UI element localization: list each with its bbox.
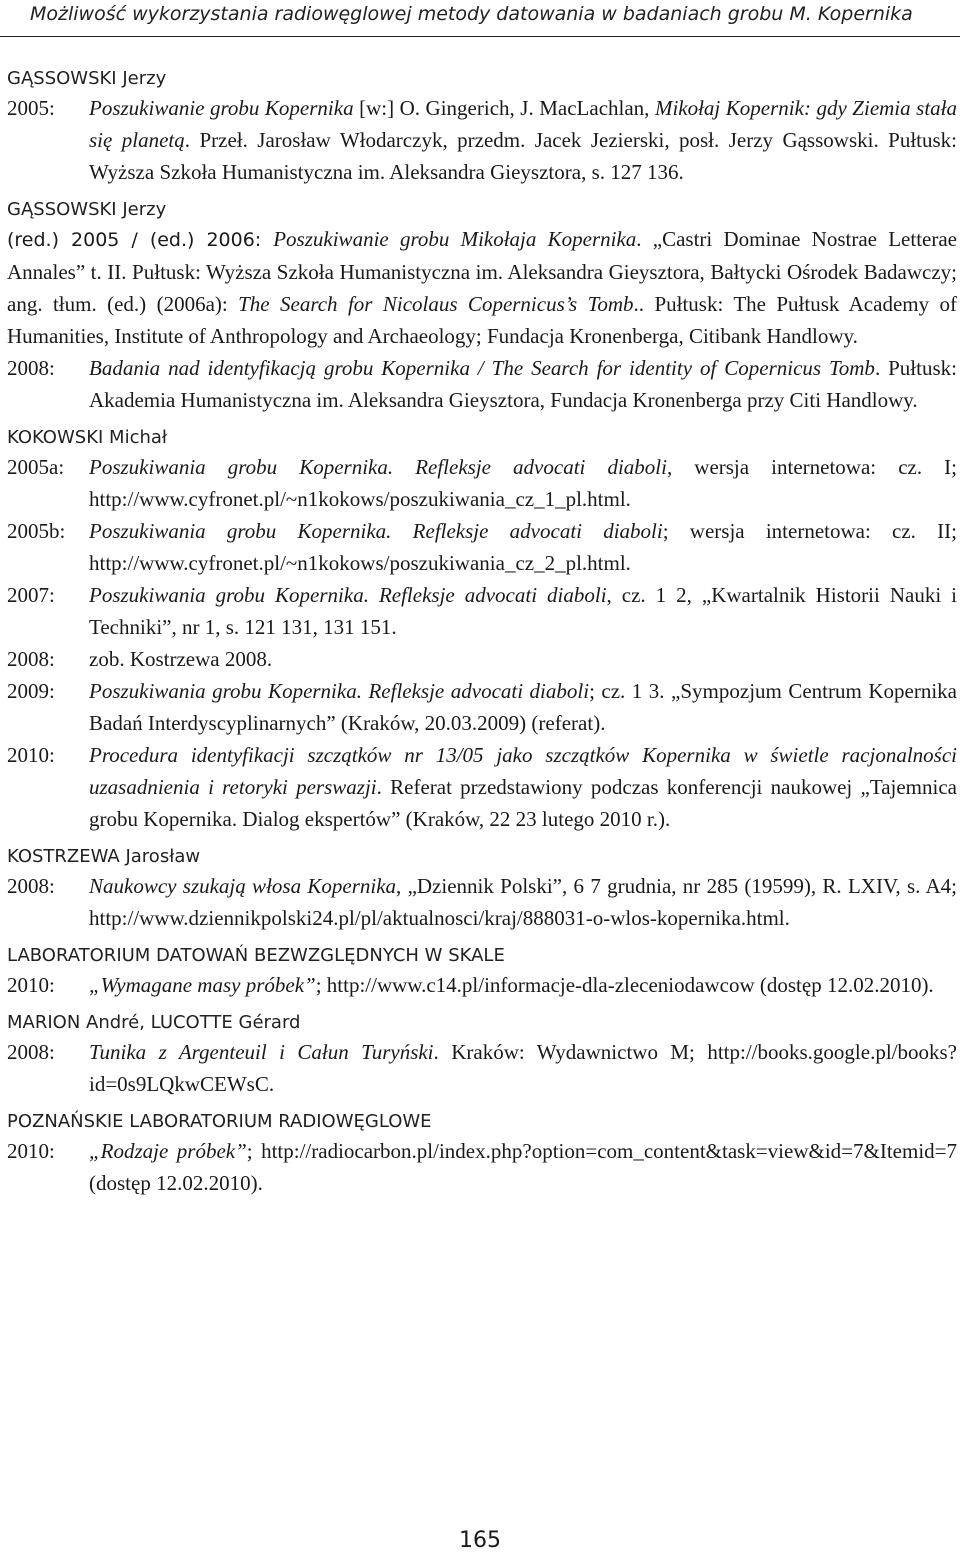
entry-title: Procedura identyfikacji szczątków nr 13/05 jako szczątków Kopernika w świetle racjonalności uzasadnienia i retoryki perswazji: [89, 743, 957, 799]
bibliography-section: [7, 66, 957, 188]
bibliography-entry: [7, 739, 957, 835]
entry-year: 2007:: [7, 583, 55, 607]
author-heading: KOKOWSKI Michał: [7, 427, 168, 448]
bibliography-entry: [7, 451, 957, 515]
author-heading: GĄSSOWSKI Jerzy: [7, 68, 167, 89]
entry-title: Poszukiwania grobu Kopernika. Refleksje advocati diaboli: [89, 519, 663, 543]
entry-body: ; wersja internetowa: cz. II; http://www.cyfronet.pl/~n1kokows/poszukiwania_cz_2_pl.html.: [89, 519, 957, 575]
entry-year: 2010:: [7, 1139, 55, 1163]
bibliography-section: [7, 1010, 957, 1100]
entry-title: Poszukiwania grobu Kopernika. Refleksje advocati diaboli: [89, 679, 590, 703]
entry-title: Poszukiwanie grobu Kopernika: [89, 96, 354, 120]
entry-year: 2010:: [7, 973, 55, 997]
entry-year: 2010:: [7, 743, 55, 767]
entry-body: ; http://radiocarbon.pl/index.php?option=com_content&task=view&id=7&Itemid=7 (dostęp 12.02.2010).: [89, 1139, 958, 1195]
entry-title: Naukowcy szukają włosa Kopernika: [89, 874, 397, 898]
author-heading: GĄSSOWSKI Jerzy: [7, 199, 167, 220]
bibliography-entry: [7, 643, 957, 675]
entry-text: [89, 92, 957, 188]
page-number: 165: [459, 1528, 501, 1553]
entry-body-2: .. Pułtusk: The Pułtusk Academy of Humanities, Institute of Anthropology and Archaeology; Fundacja Kronenberga, Citibank Handlowy.: [7, 292, 957, 348]
entry-body: . Kraków: Wydawnictwo M; http://books.google.pl/books?id=0s9LQkwCEWsC.: [89, 1040, 957, 1096]
author-heading: KOSTRZEWA Jarosław: [7, 846, 201, 867]
entry-title: Poszukiwania grobu Kopernika. Refleksje advocati diaboli: [89, 455, 667, 479]
entry-body: . „Castri Dominae Nostrae Letterae Annales” t. II. Pułtusk: Wyższa Szkoła Humanistyczna im. Aleksandra Gieysztora, Bałtycki Ośrodek Badawczy; ang. tłum. (ed.) (2006a):: [7, 227, 957, 316]
entry-body: [w:] O. Gingerich, J. MacLachlan,: [353, 96, 655, 120]
running-header-title: Możliwość wykorzystania radiowęglowej metody datowania w badaniach grobu M. Kopernika: [30, 3, 913, 25]
entry-year: 2008:: [7, 356, 55, 380]
entry-text: [89, 451, 957, 515]
bibliography-section: [7, 943, 957, 1001]
bibliography-entry: [7, 870, 957, 934]
entry-text: [89, 579, 957, 643]
entry-text: [89, 352, 957, 416]
entry-body: . Pułtusk: Akademia Humanistyczna im. Aleksandra Gieysztora, Fundacja Kronenberga przy Citi Handlowy.: [89, 356, 957, 412]
entry-year: 2005b:: [7, 519, 66, 543]
entry-body: ; http://www.c14.pl/informacje-dla-zleceniodawcow (dostęp 12.02.2010).: [315, 973, 934, 997]
entry-body-2: . Przeł. Jarosław Włodarczyk, przedm. Jacek Jezierski, posł. Jerzy Gąssowski. Pułtusk: Wyższa Szkoła Humanistyczna im. Aleksandra Gieysztora, s. 127 136.: [89, 128, 957, 184]
entry-body: ; cz. 1 3. „Sympozjum Centrum Kopernika Badań Interdyscyplinarnych” (Kraków, 20.03.2009) (referat).: [89, 679, 957, 735]
bibliography-section: [7, 197, 957, 416]
entry-year: 2008:: [7, 647, 55, 671]
entry-title: „Rodzaje próbek”: [89, 1139, 247, 1163]
entry-year: 2009:: [7, 679, 55, 703]
entry-body: , „Dziennik Polski”, 6 7 grudnia, nr 285 (19599), R. LXIV, s. A4; http://www.dziennikpolski24.pl/pl/aktualnosci/kraj/888031-o-wlos-kopernika.html.: [89, 874, 958, 930]
bibliography-section: [7, 1109, 957, 1199]
author-heading: LABORATORIUM DATOWAŃ BEZWZGLĘDNYCH W SKALE: [7, 945, 505, 966]
entry-lead: (red.) 2005 / (ed.) 2006:: [7, 229, 274, 251]
bibliography-entry: [7, 1135, 957, 1199]
entry-text: [89, 739, 957, 835]
entry-title-2: The Search for Nicolaus Copernicus’s Tomb: [238, 292, 634, 316]
bibliography-entry: [7, 92, 957, 188]
entry-text: [89, 969, 957, 1001]
bibliography-entry: [7, 223, 957, 352]
bibliography-section: [7, 844, 957, 934]
bibliography-entry: [7, 1036, 957, 1100]
bibliography-entry: [7, 352, 957, 416]
entry-title: „Wymagane masy próbek”: [89, 973, 316, 997]
entry-year: 2005a:: [7, 455, 65, 479]
entry-text: [89, 643, 957, 675]
entry-text: [89, 1135, 957, 1199]
entry-year: 2008:: [7, 874, 55, 898]
bibliography-section: [7, 425, 957, 835]
entry-year: 2005:: [7, 96, 55, 120]
entry-title: Badania nad identyfikacją grobu Kopernika / The Search for identity of Copernicus Tomb: [89, 356, 875, 380]
entry-body: , wersja internetowa: cz. I; http://www.cyfronet.pl/~n1kokows/poszukiwania_cz_1_pl.html.: [89, 455, 957, 511]
entry-year: 2008:: [7, 1040, 55, 1064]
bibliography-entry: [7, 579, 957, 643]
entry-title-2: Mikołaj Kopernik: gdy Ziemia stała się planetą: [89, 96, 957, 152]
entry-body: , cz. 1 2, „Kwartalnik Historii Nauki i Techniki”, nr 1, s. 121 131, 131 151.: [89, 583, 957, 639]
bibliography-entry: [7, 515, 957, 579]
entry-title: Poszukiwanie grobu Mikołaja Kopernika: [273, 227, 637, 251]
entry-title: Poszukiwania grobu Kopernika. Refleksje advocati diaboli: [89, 583, 607, 607]
author-heading: POZNAŃSKIE LABORATORIUM RADIOWĘGLOWE: [7, 1111, 432, 1132]
entry-title: Tunika z Argenteuil i Całun Turyński: [89, 1040, 434, 1064]
entry-body: . Referat przedstawiony podczas konferencji naukowej „Tajemnica grobu Kopernika. Dialog ekspertów” (Kraków, 22 23 lutego 2010 r.).: [89, 775, 957, 831]
bibliography-entry: [7, 675, 957, 739]
entry-text: [89, 675, 957, 739]
running-header: [0, 0, 960, 37]
bibliography-entry: [7, 969, 957, 1001]
author-heading: MARION André, LUCOTTE Gérard: [7, 1012, 301, 1033]
entry-text: [89, 515, 957, 579]
entry-body: zob. Kostrzewa 2008.: [89, 647, 273, 671]
entry-text: [89, 1036, 957, 1100]
bibliography: [7, 66, 957, 1199]
entry-text: [89, 870, 957, 934]
